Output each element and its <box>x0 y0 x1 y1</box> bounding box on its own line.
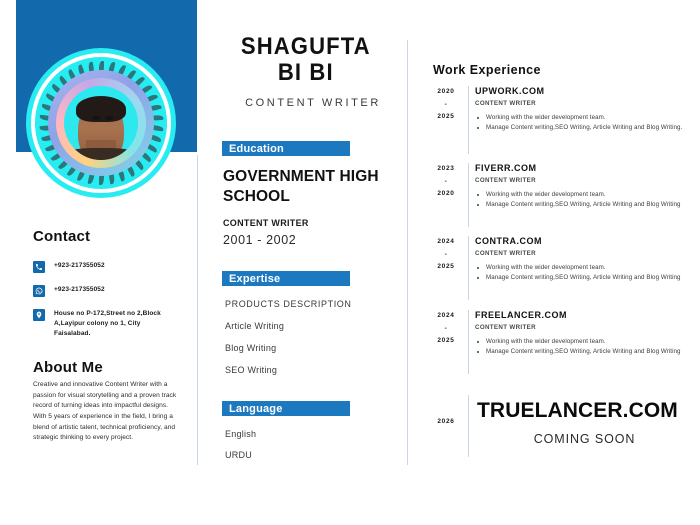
location-pin-icon <box>33 309 45 321</box>
job-dates <box>430 236 462 274</box>
job-body <box>475 163 695 210</box>
middle-column <box>222 0 402 525</box>
job-timeline-bar <box>468 86 469 154</box>
job-bullet-list <box>475 190 695 210</box>
job-start-year: 2020 <box>437 88 455 95</box>
job-date-dash: - <box>444 250 448 258</box>
work-experience-heading: Work Experience <box>433 63 541 77</box>
job-date-dash: - <box>444 100 448 108</box>
photo-shoulders <box>66 148 136 160</box>
expertise-item-1: Article Writing <box>225 321 285 331</box>
job-body <box>475 310 695 357</box>
name-line-2: BI BI <box>277 58 334 86</box>
job-dates <box>430 86 462 124</box>
contact-row-address[interactable] <box>33 309 172 339</box>
name-line-1: SHAGUFTA <box>240 33 371 60</box>
job-start-year: 2023 <box>437 165 455 172</box>
job-role: CONTENT WRITER <box>475 100 536 107</box>
education-years: 2001 - 2002 <box>223 233 297 247</box>
profile-job-title: CONTENT WRITER <box>245 97 381 109</box>
job-bullet: Working with the wider development team. <box>475 190 695 200</box>
page-title <box>223 34 389 86</box>
expertise-badge: Expertise <box>222 271 350 286</box>
language-item-0: English <box>225 429 257 439</box>
photo-eye-right <box>105 116 114 120</box>
job-company[interactable]: FIVERR.COM <box>475 163 537 173</box>
work-experience-section <box>430 0 700 525</box>
job-end-year: 2020 <box>437 190 455 198</box>
photo-eye-left <box>92 116 101 120</box>
about-heading: About Me <box>33 359 103 376</box>
job-timeline-bar <box>468 236 469 300</box>
phone-icon <box>33 261 45 273</box>
profile-photo <box>64 86 138 160</box>
job-bullet: Manage Content writing,SEO Writing, Article Writing and Blog Writing <box>475 347 695 357</box>
job-bullet-list <box>475 337 695 357</box>
upcoming-timeline-bar <box>468 395 469 457</box>
job-bullet-list <box>475 263 695 283</box>
upcoming-year: 2026 <box>437 418 455 425</box>
job-bullet-list <box>475 113 695 133</box>
left-sidebar <box>0 0 197 525</box>
job-dates <box>430 163 462 201</box>
job-timeline-bar <box>468 310 469 374</box>
phone-number: +923-217355052 <box>54 262 105 269</box>
job-bullet: Working with the wider development team. <box>475 263 695 273</box>
job-date-dash: - <box>444 177 448 185</box>
job-bullet: Working with the wider development team. <box>475 113 695 123</box>
job-company[interactable]: FREELANCER.COM <box>475 310 567 320</box>
job-bullet: Manage Content writing,SEO Writing, Article Writing and Blog Writing. <box>475 123 695 133</box>
education-role: CONTENT WRITER <box>223 218 309 228</box>
right-column-divider <box>407 40 408 465</box>
job-end-year: 2025 <box>437 337 455 345</box>
contact-heading: Contact <box>33 228 91 245</box>
address-text: House no P-172,Street no 2,Block A,Layipur colony no 1, City Faisalabad. <box>54 310 161 338</box>
job-dates <box>430 310 462 348</box>
whatsapp-icon <box>33 285 45 297</box>
job-company[interactable]: UPWORK.COM <box>475 86 545 96</box>
job-role: CONTENT WRITER <box>475 177 536 184</box>
contact-row-whatsapp[interactable] <box>33 285 105 297</box>
whatsapp-number: +923-217355052 <box>54 286 105 293</box>
expertise-item-2: Blog Writing <box>225 343 277 353</box>
expertise-item-0: PRODUCTS DESCRIPTION <box>225 299 352 309</box>
job-body <box>475 86 695 133</box>
job-timeline-bar <box>468 163 469 227</box>
language-badge: Language <box>222 401 350 416</box>
contact-row-phone[interactable] <box>33 261 105 273</box>
job-bullet: Manage Content writing,SEO Writing, Article Writing and Blog Writing <box>475 273 695 283</box>
job-role: CONTENT WRITER <box>475 324 536 331</box>
avatar <box>26 48 176 198</box>
education-badge: Education <box>222 141 350 156</box>
job-start-year: 2024 <box>437 312 455 319</box>
upcoming-company: TRUELANCER.COM <box>477 399 678 422</box>
job-bullet: Working with the wider development team. <box>475 337 695 347</box>
job-start-year: 2024 <box>437 238 455 245</box>
job-body <box>475 236 695 283</box>
job-end-year: 2025 <box>437 263 455 271</box>
sidebar-divider <box>197 155 198 465</box>
job-bullet: Manage Content writing,SEO Writing, Article Writing and Blog Writing <box>475 200 695 210</box>
job-end-year: 2025 <box>437 113 455 121</box>
job-company[interactable]: CONTRA.COM <box>475 236 542 246</box>
about-text: Creative and innovative Content Writer with a passion for visual storytelling and a proven track record of turning ideas into impactful designs. With 5 years of experience in the field, I bring a blend of artistic talent, technical proficiency, and strategic thinking to every project. <box>33 381 177 442</box>
job-role: CONTENT WRITER <box>475 250 536 257</box>
education-school: GOVERNMENT HIGH SCHOOL <box>223 168 379 206</box>
expertise-item-3: SEO Writing <box>225 365 278 375</box>
upcoming-status: COMING SOON <box>533 432 636 446</box>
job-date-dash: - <box>444 324 448 332</box>
photo-hair <box>76 96 126 122</box>
language-item-1: URDU <box>225 450 252 460</box>
